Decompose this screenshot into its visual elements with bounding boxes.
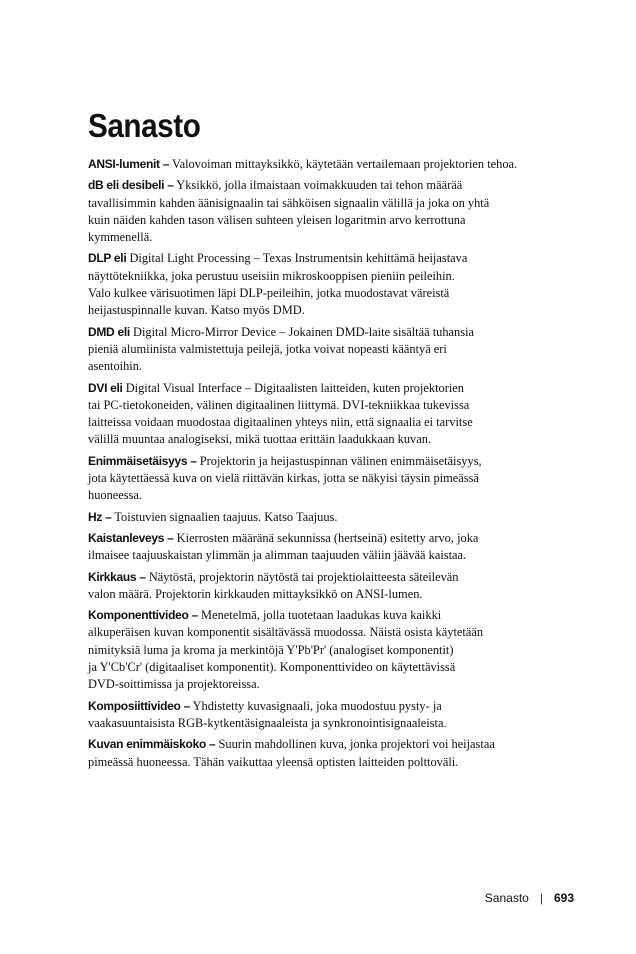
glossary-definition-line: asentoihin.	[88, 359, 143, 374]
glossary-term: DLP eli	[88, 251, 127, 266]
glossary-definition-line: laitteissa voidaan muodostaa digitaalinen yhteys niin, että signaalia ei tarvitse	[88, 415, 473, 430]
footer-separator: |	[539, 891, 543, 905]
glossary-definition-line: Menetelmä, jolla tuotetaan laadukas kuva kaikki	[201, 608, 442, 623]
glossary-term: Hz –	[88, 509, 112, 524]
glossary-definition-line: Valovoiman mittayksikkö, käytetään vertailemaan projektorien tehoa.	[172, 157, 518, 171]
glossary-definition-line: Projektorin ja heijastuspinnan välinen enimmäisetäisyys,	[199, 453, 482, 468]
glossary-entry-hz	[88, 509, 574, 526]
glossary-definition-line: nimityksiä luma ja kroma ja merkintöjä Y'Pb'Pr' (analogiset komponentit)	[88, 642, 454, 657]
glossary-term: Enimmäisetäisyys –	[88, 453, 197, 468]
glossary-definition-line: Digital Light Processing – Texas Instrumentsin kehittämä heijastava	[129, 251, 468, 266]
glossary-term: Komposiittivideo –	[88, 698, 190, 713]
glossary-list	[88, 156, 574, 775]
glossary-definition-line: Toistuvien signaalien taajuus. Katso Taajuus.	[114, 509, 338, 524]
glossary-definition-line: välillä muuntaa analogiseksi, mikä tuottaa erittäin laadukkaan kuvan.	[88, 432, 432, 447]
glossary-term: DVI eli	[88, 380, 123, 395]
glossary-definition-line: Digital Micro-Mirror Device – Jokainen DMD-laite sisältää tuhansia	[133, 324, 475, 339]
glossary-definition-line: kymmenellä.	[88, 230, 153, 245]
glossary-definition-line: ilmaisee taajuuskaistan ylimmän ja alimman taajuuden väliin jäävää kaistaa.	[88, 548, 467, 563]
glossary-entry-dmd	[88, 324, 574, 376]
glossary-definition-line: DVD-soittimissa ja projektoreissa.	[88, 677, 260, 692]
glossary-term: DMD eli	[88, 324, 130, 339]
glossary-entry-composite-video	[88, 698, 574, 733]
glossary-definition-line: Suurin mahdollinen kuva, jonka projektori voi heijastaa	[218, 737, 495, 752]
glossary-definition-line: jota käytettäessä kuva on vielä riittävän kirkas, jotta se näkyisi täysin pimeässä	[88, 471, 479, 486]
glossary-definition-line: Yhdistetty kuvasignaali, joka muodostuu pysty- ja	[192, 698, 442, 713]
page-title: Sanasto	[88, 107, 201, 144]
glossary-definition-line: ja Y'Cb'Cr' (digitaaliset komponentit). Komponenttivideo on käytettävissä	[88, 660, 456, 675]
glossary-entry-component-video	[88, 607, 574, 693]
glossary-definition-line: Valo kulkee värisuotimen läpi DLP-peileihin, jotka muodostavat väreistä	[88, 286, 450, 301]
page-footer	[485, 891, 574, 905]
glossary-definition-line: valon määrä. Projektorin kirkkauden mittayksikkö on ANSI-lumen.	[88, 586, 423, 601]
glossary-definition-line: pieniä alumiinista valmistettuja peilejä, jotka voivat nopeasti kääntyä eri	[88, 341, 447, 356]
glossary-entry-max-distance	[88, 453, 574, 505]
glossary-definition-line: näyttötekniikka, joka perustuu useisiin mikroskooppisen pieniin peileihin.	[88, 268, 455, 283]
glossary-definition-line: pimeässä huoneessa. Tähän vaikuttaa yleensä optisten laitteiden polttoväli.	[88, 754, 459, 769]
glossary-definition-line: Näytöstä, projektorin näytöstä tai projektiolaitteesta säteilevän	[148, 569, 459, 584]
glossary-entry-max-image-size	[88, 736, 574, 771]
glossary-definition-line: tavallisimmin kahden äänisignaalin tai sähköisen signaalin välillä ja joka on yhtä	[88, 195, 490, 210]
glossary-definition-line: huoneessa.	[88, 488, 143, 503]
glossary-definition-line: alkuperäisen kuvan komponentit sisältävässä muodossa. Näistä osista käytetään	[88, 625, 484, 640]
glossary-entry-dvi	[88, 380, 574, 449]
glossary-entry-db	[88, 177, 574, 246]
glossary-definition-line: tai PC-tietokoneiden, välinen digitaalinen liittymä. DVI-tekniikkaa tukevissa	[88, 397, 470, 412]
glossary-entry-dlp	[88, 250, 574, 319]
page-number: 693	[553, 891, 574, 905]
glossary-term: ANSI-lumenit –	[88, 157, 170, 171]
glossary-entry-bandwidth	[88, 530, 574, 565]
glossary-entry-brightness	[88, 569, 574, 604]
glossary-definition-line: Digital Visual Interface – Digitaalisten laitteiden, kuten projektorien	[125, 380, 464, 395]
glossary-entry-ansi-lumens	[88, 156, 574, 173]
glossary-definition-line: heijastuspinnalle kuvan. Katso myös DMD.	[88, 303, 305, 318]
glossary-term: Kaistanleveys –	[88, 530, 174, 545]
glossary-definition-line: Kierrosten määränä sekunnissa (hertseinä) esitetty arvo, joka	[176, 530, 479, 545]
glossary-definition-line: kuin näiden kahden tason välisen suhteen yleisen logaritmin arvo kerrottuna	[88, 212, 466, 227]
glossary-term: dB eli desibeli –	[88, 178, 174, 193]
glossary-term: Kirkkaus –	[88, 569, 146, 584]
glossary-definition-line: Yksikkö, jolla ilmaistaan voimakkuuden tai tehon määrää	[176, 178, 463, 193]
footer-section-name: Sanasto	[484, 891, 529, 905]
glossary-definition-line: vaakasuuntaisista RGB-kytkentäsignaaleista ja synkronointisignaaleista.	[88, 715, 447, 730]
glossary-term: Komponenttivideo –	[88, 608, 198, 623]
glossary-term: Kuvan enimmäiskoko –	[88, 737, 216, 752]
